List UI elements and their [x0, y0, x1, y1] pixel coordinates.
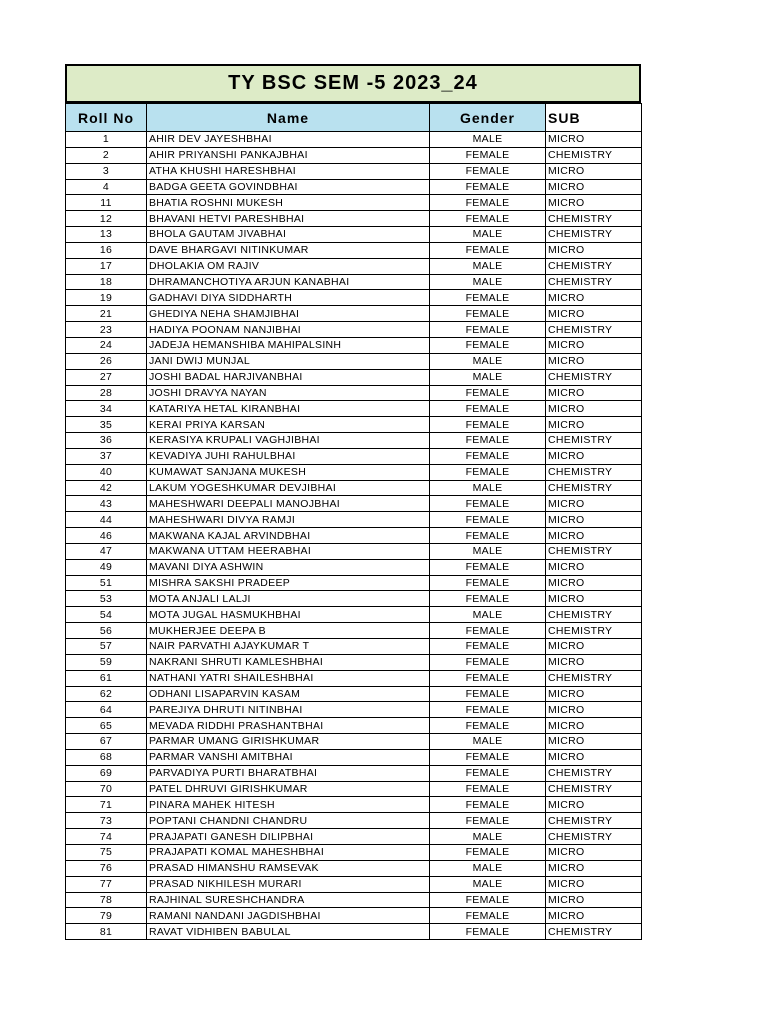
- gender-cell: FEMALE: [430, 749, 546, 765]
- gender-cell: FEMALE: [430, 892, 546, 908]
- subject-cell: MICRO: [546, 860, 642, 876]
- gender-cell: FEMALE: [430, 496, 546, 512]
- gender-cell: MALE: [430, 369, 546, 385]
- roll-no-cell: 77: [66, 876, 147, 892]
- name-cell: JOSHI BADAL HARJIVANBHAI: [147, 369, 430, 385]
- subject-cell: MICRO: [546, 163, 642, 179]
- table-row: [66, 417, 642, 433]
- subject-cell: CHEMISTRY: [546, 670, 642, 686]
- gender-cell: FEMALE: [430, 765, 546, 781]
- gender-cell: FEMALE: [430, 718, 546, 734]
- subject-cell: MICRO: [546, 876, 642, 892]
- table-row: [66, 528, 642, 544]
- gender-cell: FEMALE: [430, 385, 546, 401]
- name-cell: PARMAR UMANG GIRISHKUMAR: [147, 734, 430, 750]
- table-row: [66, 749, 642, 765]
- header-gender: Gender: [430, 104, 546, 132]
- roll-no-cell: 28: [66, 385, 147, 401]
- gender-cell: FEMALE: [430, 322, 546, 338]
- roll-no-cell: 16: [66, 242, 147, 258]
- roll-no-cell: 75: [66, 844, 147, 860]
- subject-cell: MICRO: [546, 337, 642, 353]
- table-row: [66, 147, 642, 163]
- table-row: [66, 433, 642, 449]
- name-cell: LAKUM YOGESHKUMAR DEVJIBHAI: [147, 480, 430, 496]
- subject-cell: MICRO: [546, 242, 642, 258]
- subject-cell: MICRO: [546, 195, 642, 211]
- gender-cell: FEMALE: [430, 195, 546, 211]
- subject-cell: CHEMISTRY: [546, 829, 642, 845]
- roll-no-cell: 61: [66, 670, 147, 686]
- table-row: [66, 686, 642, 702]
- roll-no-cell: 79: [66, 908, 147, 924]
- subject-cell: MICRO: [546, 718, 642, 734]
- name-cell: KERASIYA KRUPALI VAGHJIBHAI: [147, 433, 430, 449]
- table-row: [66, 464, 642, 480]
- gender-cell: MALE: [430, 353, 546, 369]
- header-name: Name: [147, 104, 430, 132]
- table-row: [66, 908, 642, 924]
- name-cell: MAHESHWARI DIVYA RAMJI: [147, 512, 430, 528]
- name-cell: MOTA ANJALI LALJI: [147, 591, 430, 607]
- roll-no-cell: 57: [66, 639, 147, 655]
- gender-cell: FEMALE: [430, 813, 546, 829]
- table-row: [66, 892, 642, 908]
- name-cell: KEVADIYA JUHI RAHULBHAI: [147, 448, 430, 464]
- name-cell: ATHA KHUSHI HARESHBHAI: [147, 163, 430, 179]
- name-cell: ODHANI LISAPARVIN KASAM: [147, 686, 430, 702]
- roll-no-cell: 78: [66, 892, 147, 908]
- roll-no-cell: 24: [66, 337, 147, 353]
- gender-cell: FEMALE: [430, 623, 546, 639]
- name-cell: JOSHI DRAVYA NAYAN: [147, 385, 430, 401]
- name-cell: PRAJAPATI GANESH DILIPBHAI: [147, 829, 430, 845]
- table-row: [66, 258, 642, 274]
- roll-no-cell: 23: [66, 322, 147, 338]
- subject-cell: CHEMISTRY: [546, 227, 642, 243]
- roll-no-cell: 73: [66, 813, 147, 829]
- gender-cell: FEMALE: [430, 591, 546, 607]
- table-row: [66, 765, 642, 781]
- roll-no-cell: 67: [66, 734, 147, 750]
- table-row: [66, 813, 642, 829]
- subject-cell: CHEMISTRY: [546, 433, 642, 449]
- name-cell: MUKHERJEE DEEPA B: [147, 623, 430, 639]
- gender-cell: FEMALE: [430, 163, 546, 179]
- subject-cell: CHEMISTRY: [546, 211, 642, 227]
- table-row: [66, 654, 642, 670]
- name-cell: RAVAT VIDHIBEN BABULAL: [147, 924, 430, 940]
- table-row: [66, 227, 642, 243]
- gender-cell: FEMALE: [430, 781, 546, 797]
- name-cell: MISHRA SAKSHI PRADEEP: [147, 575, 430, 591]
- subject-cell: MICRO: [546, 290, 642, 306]
- roll-no-cell: 18: [66, 274, 147, 290]
- table-row: [66, 480, 642, 496]
- gender-cell: MALE: [430, 860, 546, 876]
- roll-no-cell: 44: [66, 512, 147, 528]
- gender-cell: MALE: [430, 829, 546, 845]
- roll-no-cell: 70: [66, 781, 147, 797]
- table-row: [66, 369, 642, 385]
- gender-cell: MALE: [430, 876, 546, 892]
- name-cell: GADHAVI DIYA SIDDHARTH: [147, 290, 430, 306]
- roll-no-cell: 4: [66, 179, 147, 195]
- table-row: [66, 559, 642, 575]
- gender-cell: FEMALE: [430, 147, 546, 163]
- roll-no-cell: 56: [66, 623, 147, 639]
- table-row: [66, 163, 642, 179]
- name-cell: DAVE BHARGAVI NITINKUMAR: [147, 242, 430, 258]
- table-row: [66, 591, 642, 607]
- name-cell: PRASAD NIKHILESH MURARI: [147, 876, 430, 892]
- table-row: [66, 734, 642, 750]
- subject-cell: CHEMISTRY: [546, 813, 642, 829]
- subject-cell: MICRO: [546, 417, 642, 433]
- roll-no-cell: 11: [66, 195, 147, 211]
- table-row: [66, 860, 642, 876]
- gender-cell: FEMALE: [430, 211, 546, 227]
- name-cell: MOTA JUGAL HASMUKHBHAI: [147, 607, 430, 623]
- roll-no-cell: 19: [66, 290, 147, 306]
- roll-no-cell: 12: [66, 211, 147, 227]
- name-cell: RAMANI NANDANI JAGDISHBHAI: [147, 908, 430, 924]
- subject-cell: MICRO: [546, 654, 642, 670]
- subject-cell: MICRO: [546, 496, 642, 512]
- roll-no-cell: 2: [66, 147, 147, 163]
- roll-no-cell: 36: [66, 433, 147, 449]
- roll-no-cell: 27: [66, 369, 147, 385]
- name-cell: AHIR PRIYANSHI PANKAJBHAI: [147, 147, 430, 163]
- roll-no-cell: 76: [66, 860, 147, 876]
- name-cell: NAKRANI SHRUTI KAMLESHBHAI: [147, 654, 430, 670]
- gender-cell: MALE: [430, 274, 546, 290]
- roll-no-cell: 65: [66, 718, 147, 734]
- table-row: [66, 639, 642, 655]
- gender-cell: FEMALE: [430, 844, 546, 860]
- roll-no-cell: 64: [66, 702, 147, 718]
- gender-cell: FEMALE: [430, 559, 546, 575]
- roll-no-cell: 42: [66, 480, 147, 496]
- header-row: [66, 104, 642, 132]
- subject-cell: CHEMISTRY: [546, 623, 642, 639]
- name-cell: POPTANI CHANDNI CHANDRU: [147, 813, 430, 829]
- table-row: [66, 829, 642, 845]
- roll-no-cell: 43: [66, 496, 147, 512]
- gender-cell: FEMALE: [430, 306, 546, 322]
- name-cell: BHOLA GAUTAM JIVABHAI: [147, 227, 430, 243]
- subject-cell: CHEMISTRY: [546, 322, 642, 338]
- table-row: [66, 179, 642, 195]
- roll-no-cell: 54: [66, 607, 147, 623]
- table-row: [66, 702, 642, 718]
- roll-no-cell: 47: [66, 543, 147, 559]
- roll-no-cell: 71: [66, 797, 147, 813]
- name-cell: GHEDIYA NEHA SHAMJIBHAI: [147, 306, 430, 322]
- roll-no-cell: 74: [66, 829, 147, 845]
- table-row: [66, 623, 642, 639]
- roll-no-cell: 49: [66, 559, 147, 575]
- gender-cell: FEMALE: [430, 337, 546, 353]
- student-table: [65, 103, 642, 940]
- name-cell: KATARIYA HETAL KIRANBHAI: [147, 401, 430, 417]
- roll-no-cell: 35: [66, 417, 147, 433]
- subject-cell: MICRO: [546, 179, 642, 195]
- subject-cell: CHEMISTRY: [546, 464, 642, 480]
- name-cell: RAJHINAL SURESHCHANDRA: [147, 892, 430, 908]
- table-row: [66, 132, 642, 148]
- gender-cell: FEMALE: [430, 686, 546, 702]
- name-cell: PARMAR VANSHI AMITBHAI: [147, 749, 430, 765]
- table-row: [66, 543, 642, 559]
- table-row: [66, 322, 642, 338]
- roll-no-cell: 26: [66, 353, 147, 369]
- table-row: [66, 876, 642, 892]
- gender-cell: MALE: [430, 132, 546, 148]
- gender-cell: FEMALE: [430, 290, 546, 306]
- table-row: [66, 337, 642, 353]
- subject-cell: MICRO: [546, 385, 642, 401]
- name-cell: PRASAD HIMANSHU RAMSEVAK: [147, 860, 430, 876]
- gender-cell: FEMALE: [430, 417, 546, 433]
- roll-no-cell: 46: [66, 528, 147, 544]
- name-cell: PINARA MAHEK HITESH: [147, 797, 430, 813]
- table-row: [66, 512, 642, 528]
- roll-no-cell: 17: [66, 258, 147, 274]
- gender-cell: FEMALE: [430, 575, 546, 591]
- subject-cell: MICRO: [546, 844, 642, 860]
- name-cell: MAKWANA KAJAL ARVINDBHAI: [147, 528, 430, 544]
- gender-cell: FEMALE: [430, 464, 546, 480]
- roll-no-cell: 62: [66, 686, 147, 702]
- name-cell: BHAVANI HETVI PARESHBHAI: [147, 211, 430, 227]
- sheet-title: TY BSC SEM -5 2023_24: [65, 64, 641, 103]
- gender-cell: FEMALE: [430, 654, 546, 670]
- table-row: [66, 353, 642, 369]
- table-row: [66, 242, 642, 258]
- name-cell: NATHANI YATRI SHAILESHBHAI: [147, 670, 430, 686]
- name-cell: PARVADIYA PURTI BHARATBHAI: [147, 765, 430, 781]
- subject-cell: MICRO: [546, 512, 642, 528]
- subject-cell: MICRO: [546, 401, 642, 417]
- subject-cell: CHEMISTRY: [546, 369, 642, 385]
- subject-cell: MICRO: [546, 559, 642, 575]
- gender-cell: FEMALE: [430, 179, 546, 195]
- roll-no-cell: 81: [66, 924, 147, 940]
- table-row: [66, 781, 642, 797]
- gender-cell: FEMALE: [430, 908, 546, 924]
- subject-cell: MICRO: [546, 575, 642, 591]
- gender-cell: FEMALE: [430, 528, 546, 544]
- subject-cell: MICRO: [546, 749, 642, 765]
- table-row: [66, 306, 642, 322]
- roll-no-cell: 53: [66, 591, 147, 607]
- name-cell: DHRAMANCHOTIYA ARJUN KANABHAI: [147, 274, 430, 290]
- table-row: [66, 924, 642, 940]
- name-cell: MEVADA RIDDHI PRASHANTBHAI: [147, 718, 430, 734]
- subject-cell: CHEMISTRY: [546, 258, 642, 274]
- table-row: [66, 670, 642, 686]
- table-row: [66, 274, 642, 290]
- name-cell: MAVANI DIYA ASHWIN: [147, 559, 430, 575]
- subject-cell: CHEMISTRY: [546, 274, 642, 290]
- subject-cell: MICRO: [546, 734, 642, 750]
- gender-cell: FEMALE: [430, 448, 546, 464]
- subject-cell: CHEMISTRY: [546, 480, 642, 496]
- subject-cell: MICRO: [546, 892, 642, 908]
- table-body: [66, 132, 642, 940]
- gender-cell: FEMALE: [430, 702, 546, 718]
- name-cell: BHATIA ROSHNI MUKESH: [147, 195, 430, 211]
- subject-cell: MICRO: [546, 686, 642, 702]
- name-cell: HADIYA POONAM NANJIBHAI: [147, 322, 430, 338]
- gender-cell: FEMALE: [430, 433, 546, 449]
- gender-cell: MALE: [430, 734, 546, 750]
- name-cell: BADGA GEETA GOVINDBHAI: [147, 179, 430, 195]
- name-cell: PATEL DHRUVI GIRISHKUMAR: [147, 781, 430, 797]
- name-cell: PRAJAPATI KOMAL MAHESHBHAI: [147, 844, 430, 860]
- table-row: [66, 844, 642, 860]
- name-cell: NAIR PARVATHI AJAYKUMAR T: [147, 639, 430, 655]
- subject-cell: MICRO: [546, 639, 642, 655]
- subject-cell: MICRO: [546, 132, 642, 148]
- table-row: [66, 401, 642, 417]
- gender-cell: FEMALE: [430, 401, 546, 417]
- table-row: [66, 385, 642, 401]
- table-row: [66, 718, 642, 734]
- subject-cell: MICRO: [546, 306, 642, 322]
- table-row: [66, 496, 642, 512]
- roll-no-cell: 37: [66, 448, 147, 464]
- subject-cell: MICRO: [546, 591, 642, 607]
- subject-cell: CHEMISTRY: [546, 543, 642, 559]
- subject-cell: MICRO: [546, 528, 642, 544]
- table-row: [66, 607, 642, 623]
- subject-cell: CHEMISTRY: [546, 607, 642, 623]
- roll-no-cell: 3: [66, 163, 147, 179]
- table-row: [66, 211, 642, 227]
- name-cell: MAKWANA UTTAM HEERABHAI: [147, 543, 430, 559]
- table-row: [66, 448, 642, 464]
- subject-cell: CHEMISTRY: [546, 924, 642, 940]
- table-row: [66, 195, 642, 211]
- roll-no-cell: 51: [66, 575, 147, 591]
- gender-cell: MALE: [430, 607, 546, 623]
- subject-cell: CHEMISTRY: [546, 765, 642, 781]
- subject-cell: MICRO: [546, 353, 642, 369]
- name-cell: JANI DWIJ MUNJAL: [147, 353, 430, 369]
- gender-cell: MALE: [430, 543, 546, 559]
- roll-no-cell: 1: [66, 132, 147, 148]
- subject-cell: CHEMISTRY: [546, 781, 642, 797]
- gender-cell: FEMALE: [430, 797, 546, 813]
- roll-no-cell: 40: [66, 464, 147, 480]
- name-cell: AHIR DEV JAYESHBHAI: [147, 132, 430, 148]
- subject-cell: MICRO: [546, 908, 642, 924]
- roll-no-cell: 59: [66, 654, 147, 670]
- gender-cell: FEMALE: [430, 670, 546, 686]
- gender-cell: FEMALE: [430, 512, 546, 528]
- roll-no-cell: 21: [66, 306, 147, 322]
- name-cell: PAREJIYA DHRUTI NITINBHAI: [147, 702, 430, 718]
- roll-no-cell: 68: [66, 749, 147, 765]
- header-roll-no: Roll No: [66, 104, 147, 132]
- subject-cell: CHEMISTRY: [546, 147, 642, 163]
- name-cell: DHOLAKIA OM RAJIV: [147, 258, 430, 274]
- table-row: [66, 797, 642, 813]
- header-sub: SUB: [546, 104, 642, 132]
- gender-cell: FEMALE: [430, 639, 546, 655]
- table-row: [66, 575, 642, 591]
- roll-no-cell: 69: [66, 765, 147, 781]
- gender-cell: FEMALE: [430, 924, 546, 940]
- name-cell: KERAI PRIYA KARSAN: [147, 417, 430, 433]
- gender-cell: MALE: [430, 480, 546, 496]
- subject-cell: MICRO: [546, 448, 642, 464]
- name-cell: JADEJA HEMANSHIBA MAHIPALSINH: [147, 337, 430, 353]
- gender-cell: MALE: [430, 227, 546, 243]
- roll-no-cell: 13: [66, 227, 147, 243]
- gender-cell: MALE: [430, 258, 546, 274]
- subject-cell: MICRO: [546, 797, 642, 813]
- roll-no-cell: 34: [66, 401, 147, 417]
- subject-cell: MICRO: [546, 702, 642, 718]
- name-cell: MAHESHWARI DEEPALI MANOJBHAI: [147, 496, 430, 512]
- table-row: [66, 290, 642, 306]
- name-cell: KUMAWAT SANJANA MUKESH: [147, 464, 430, 480]
- gender-cell: FEMALE: [430, 242, 546, 258]
- student-roster-sheet: [65, 64, 641, 940]
